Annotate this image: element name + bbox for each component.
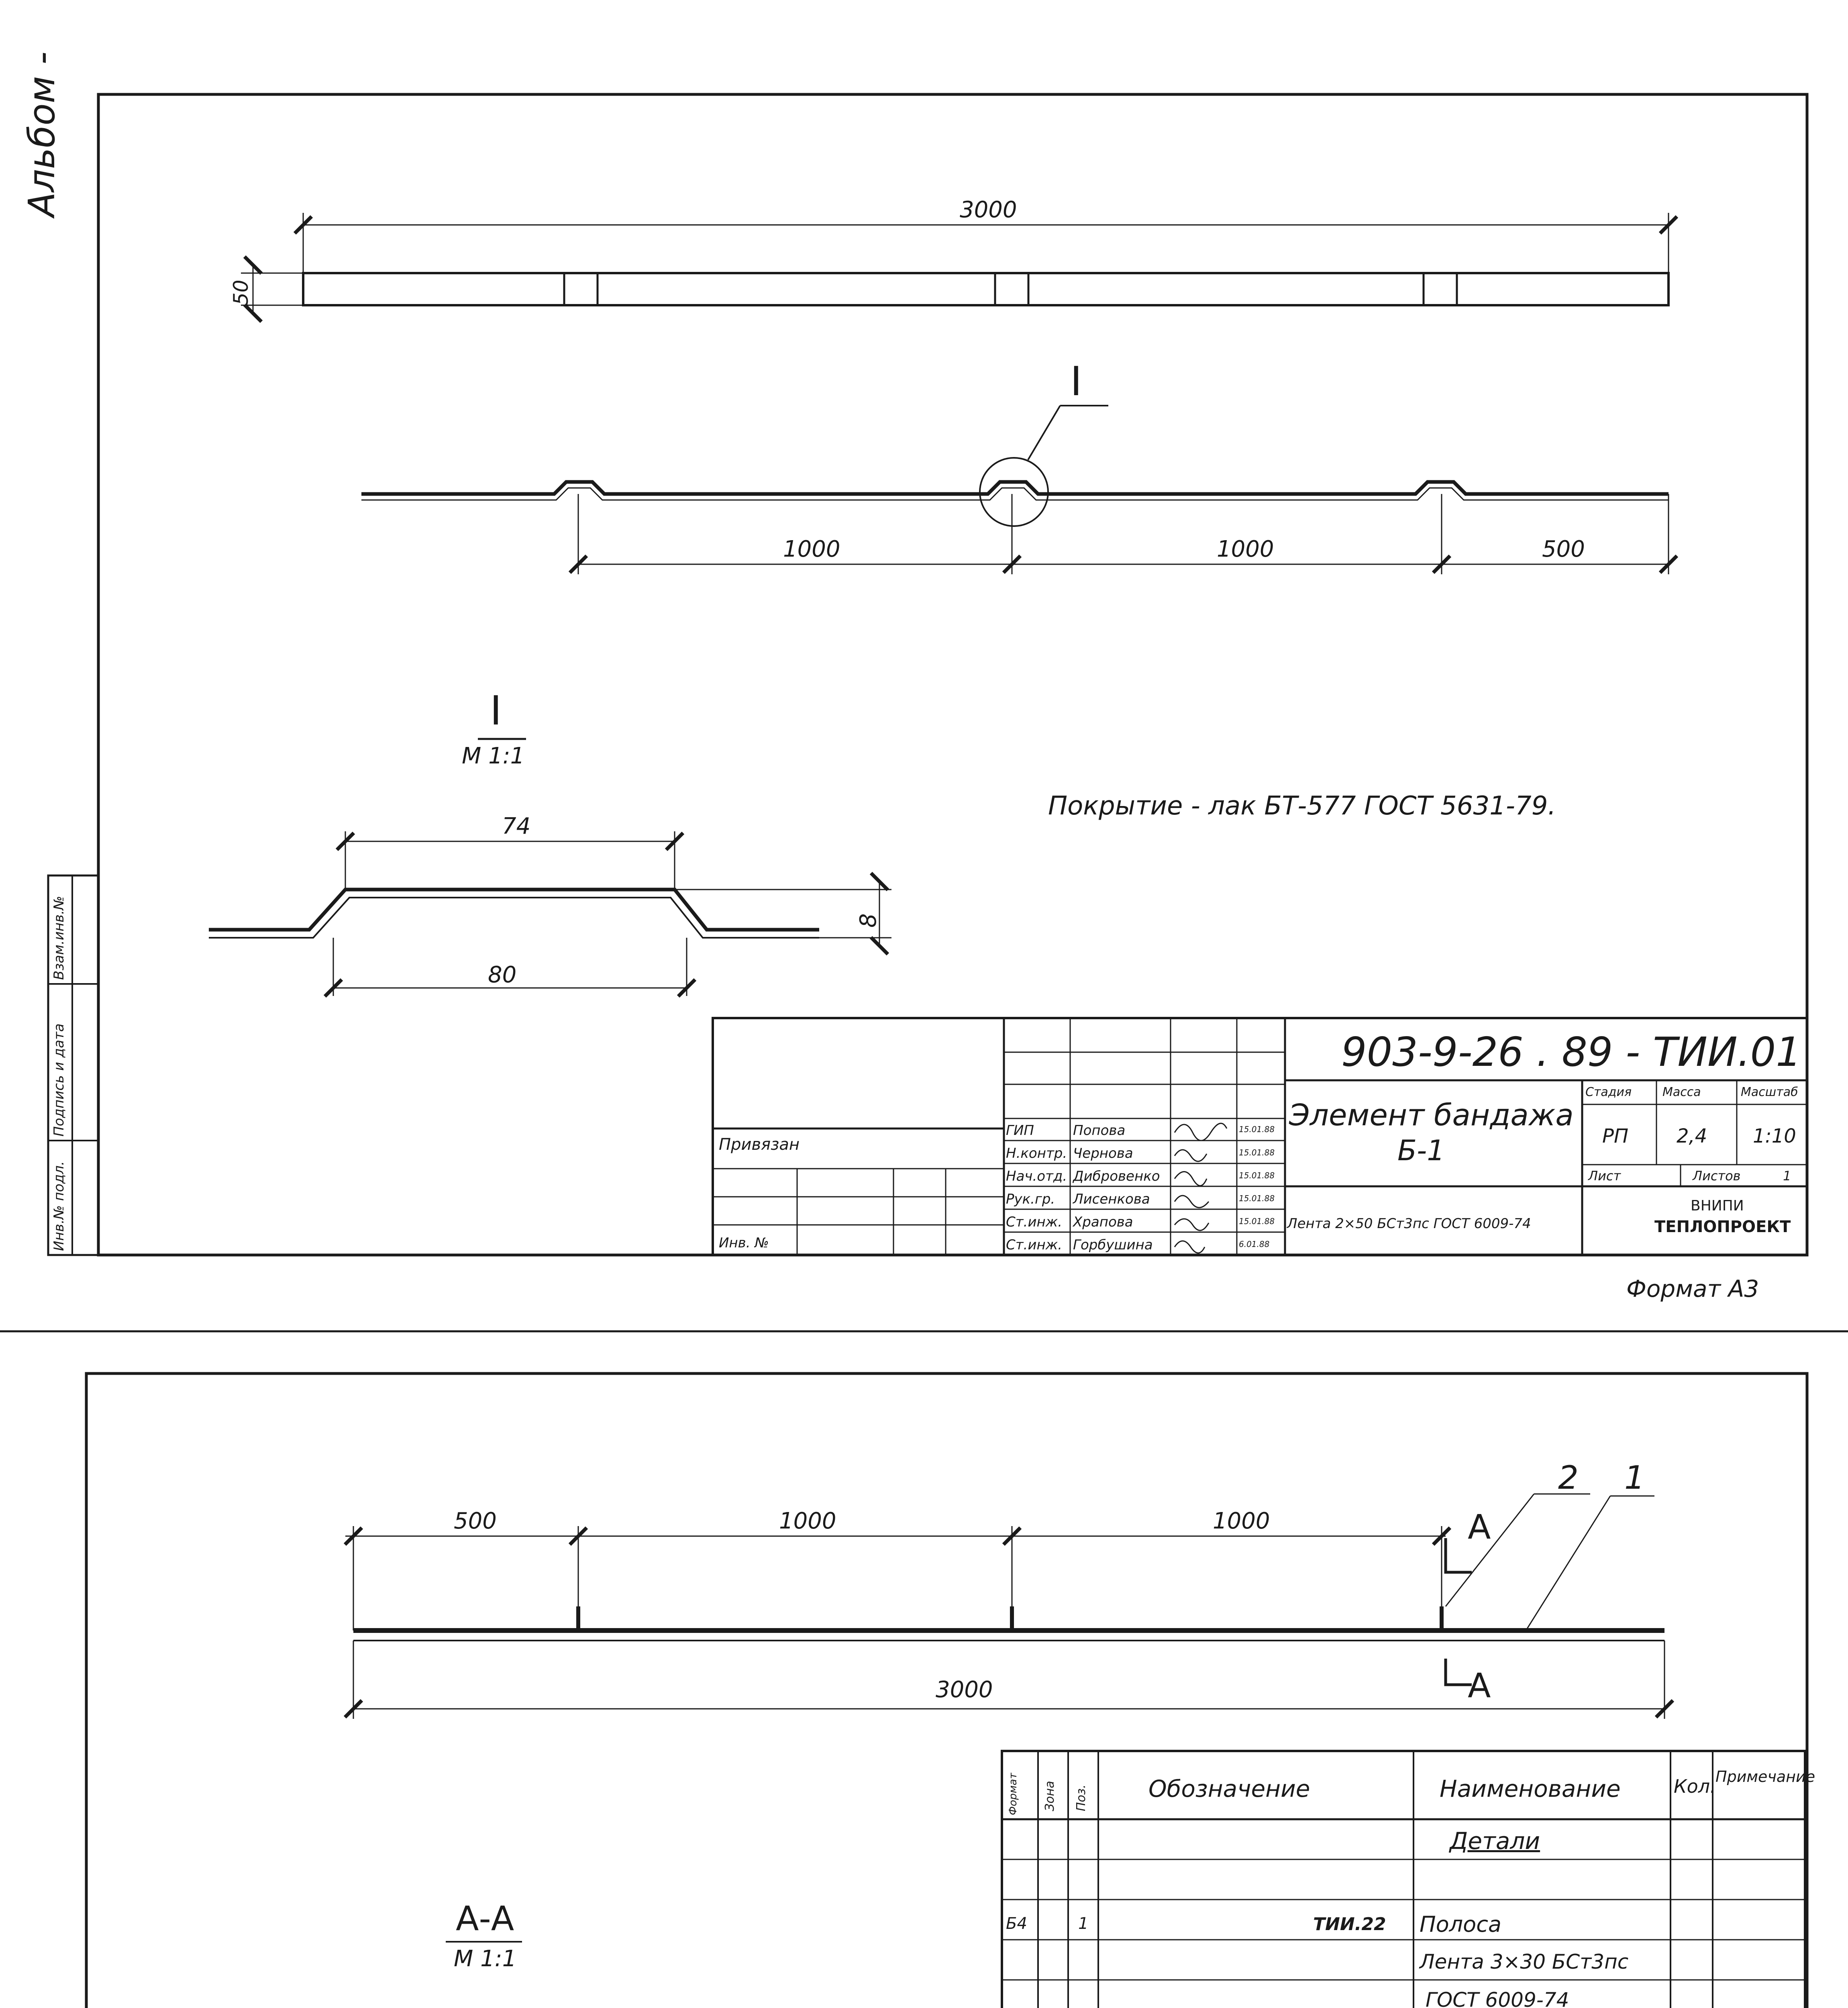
sheet-1-side-view (361, 406, 1669, 574)
sheet-2-main-view (345, 1494, 1664, 1719)
staff-name-1-5: Горбушина (1073, 1237, 1153, 1253)
dim-detail-bottom: 80 (488, 962, 517, 988)
sheets-label-1: Листов (1693, 1168, 1741, 1184)
spec-section-title: Детали (1450, 1827, 1540, 1855)
spec-row-0-pos: 1 (1078, 1914, 1089, 1933)
spec-header-designation: Обозначение (1148, 1775, 1310, 1802)
mass-1: 2,4 (1677, 1125, 1707, 1147)
staff-name-1-0: Попова (1073, 1122, 1126, 1139)
sheet-1 (48, 94, 1807, 1255)
detail-label-I: I (490, 687, 502, 734)
staff-date-1-4: 15.01.88 (1239, 1216, 1275, 1226)
dim-span2-2: 1000 (1213, 1508, 1270, 1534)
staff-name-1-1: Чернова (1073, 1145, 1133, 1161)
spec-header-note: Примечание (1715, 1768, 1815, 1786)
dim-end-2: 500 (454, 1508, 497, 1534)
detail-scale-I: М 1:1 (462, 743, 525, 769)
staff-role-1-0: ГИП (1006, 1122, 1034, 1139)
staff-role-1-5: Ст.инж. (1006, 1237, 1063, 1253)
sheet-1-top-view (241, 213, 1669, 313)
staff-date-1-5: 6.01.88 (1239, 1239, 1270, 1249)
dim-total-length-2: 3000 (936, 1677, 993, 1703)
dim-detail-top: 74 (502, 813, 531, 839)
staff-role-1-3: Рук.гр. (1006, 1191, 1055, 1207)
staff-date-1-1: 15.01.88 (1239, 1148, 1275, 1157)
scale-label-1: Масштаб (1741, 1085, 1798, 1099)
section-label: А-А (456, 1899, 514, 1938)
sheet-1-signatures (1175, 1123, 1227, 1253)
dim-width-1: 50 (229, 280, 253, 305)
staff-role-1-1: Н.контр. (1006, 1145, 1067, 1161)
staff-date-1-2: 15.01.88 (1239, 1171, 1275, 1180)
staff-date-1-0: 15.01.88 (1239, 1124, 1275, 1134)
spec-row-0-format: Б4 (1006, 1914, 1027, 1933)
staff-role-1-4: Ст.инж. (1006, 1214, 1063, 1230)
dim-total-length-1: 3000 (960, 197, 1017, 223)
staff-role-1-2: Нач.отд. (1006, 1168, 1067, 1184)
title-line2-1: Б-1 (1397, 1134, 1445, 1167)
section-mark-bottom: А (1468, 1666, 1491, 1705)
title-line1-1: Элемент бандажа (1289, 1098, 1574, 1133)
sheet-2-section-AA (345, 1942, 883, 2008)
section-scale: М 1:1 (454, 1946, 517, 1972)
mass-label-1: Масса (1662, 1085, 1701, 1099)
album-label: Альбом - (21, 51, 63, 217)
sheet-2 (38, 1373, 1815, 2008)
material-1: Лента 2×50 БСт3пс ГОСТ 6009-74 (1287, 1216, 1531, 1232)
format-1: Формат А3 (1626, 1275, 1759, 1302)
sheet-1-detail-I (209, 739, 891, 996)
dim-detail-height: 8 (855, 913, 881, 928)
spec-row-0-name: Полоса (1420, 1912, 1501, 1937)
dim-span1-2: 1000 (779, 1508, 836, 1534)
spec-row-2-name: ГОСТ 6009-74 (1426, 1988, 1569, 2008)
privyazan-1: Привязан (719, 1135, 800, 1154)
callout-I: I (1070, 358, 1082, 405)
spec-row-1-name: Лента 3×30 БСт3пс (1420, 1950, 1629, 1973)
org-line2-1: ТЕПЛОПРОЕКТ (1654, 1218, 1791, 1236)
side-stamp-inv-1: Инв.№ подл. (51, 1161, 67, 1251)
staff-date-1-3: 15.01.88 (1239, 1194, 1275, 1203)
dim-end-1: 500 (1542, 536, 1585, 562)
dim-span2-1: 1000 (1217, 536, 1274, 562)
side-stamp-podpis-1: Подпись и дата (51, 1023, 67, 1137)
spec-header-format: Формат (1007, 1773, 1019, 1815)
inv-no-1: Инв. № (719, 1235, 769, 1251)
sheet-label-1: Лист (1588, 1168, 1621, 1184)
callout-2: 2 (1558, 1459, 1579, 1496)
scale-1: 1:10 (1753, 1125, 1796, 1147)
sheets-1: 1 (1783, 1168, 1791, 1184)
doc-code-1: 903-9-26 . 89 - ТИИ.01 (1341, 1028, 1801, 1075)
spec-header-qty: Кол. (1674, 1775, 1716, 1797)
callout-1: 1 (1624, 1459, 1645, 1496)
staff-name-1-3: Лисенкова (1073, 1191, 1150, 1207)
coating-note-1: Покрытие - лак БТ-577 ГОСТ 5631-79. (1048, 791, 1556, 821)
spec-header-name: Наименование (1440, 1775, 1621, 1802)
spec-header-zone: Зона (1043, 1781, 1057, 1811)
section-mark-top: А (1468, 1507, 1491, 1547)
staff-name-1-4: Храпова (1073, 1214, 1133, 1230)
spec-header-pos: Поз. (1074, 1784, 1088, 1811)
side-stamp-vzam-1: Взам.инв.№ (51, 896, 67, 980)
staff-name-1-2: Дибровенко (1073, 1168, 1160, 1184)
stage-label-1: Стадия (1585, 1085, 1632, 1099)
org-line1-1: ВНИПИ (1691, 1198, 1744, 1214)
spec-row-0-designation: ТИИ.22 (1313, 1914, 1386, 1935)
dim-span1-1: 1000 (783, 536, 840, 562)
stage-1: РП (1602, 1125, 1629, 1147)
